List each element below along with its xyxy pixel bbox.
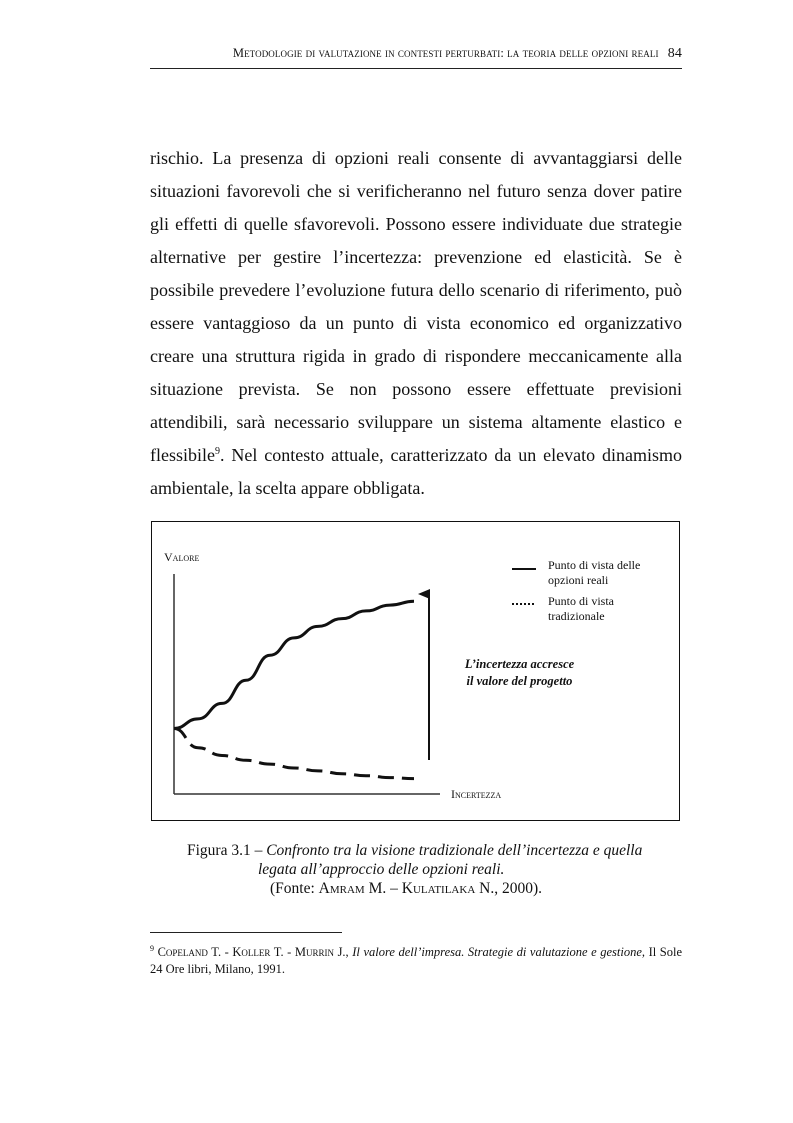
legend-entry-traditional: [548, 594, 614, 624]
source-author: Amram: [318, 880, 365, 897]
legend-label: tradizionale: [548, 609, 605, 623]
footnote-publisher: Il Sole 24 Ore libri, Milano, 1991.: [150, 945, 683, 977]
footnote-title: Il valore dell’impresa. Strategie di valutazione e gestione,: [352, 945, 646, 960]
legend-label: opzioni reali: [548, 573, 609, 587]
paragraph-text-end: . Nel contesto attuale, caratterizzato da un elevato dinamismo ambientale, la scelta appare obbligata.: [150, 445, 682, 498]
legend-label: Punto di vista delle: [548, 558, 641, 572]
figure-caption: [187, 841, 681, 898]
series-line-options: [174, 601, 414, 728]
caption-title: Confronto tra la visione tradizionale dell’incertezza e quella: [266, 842, 643, 859]
source-author: Kulatilaka: [401, 880, 476, 897]
body-paragraph: [150, 142, 682, 505]
annotation-line: il valore del progetto: [466, 674, 573, 688]
y-axis-label: Valore: [164, 550, 200, 564]
footnote-authors: Copeland T. - Koller T. - Murrin J.,: [157, 945, 349, 960]
legend-entry-options: [548, 558, 640, 588]
page-number: 84: [667, 46, 682, 61]
caption-source: [187, 879, 681, 898]
figure-3-1: [151, 521, 680, 821]
source-year: N., 2000).: [479, 880, 542, 897]
x-axis-label: Incertezza: [451, 787, 502, 801]
annotation-line: L’incertezza accresce: [464, 657, 575, 671]
source-prefix: (Fonte:: [270, 880, 315, 897]
footnote-reference[interactable]: 9: [215, 446, 220, 457]
series-line-traditional: [174, 728, 414, 778]
caption-title-cont: legata all’approccio delle opzioni reali.: [258, 861, 505, 878]
running-header: [150, 46, 682, 69]
footnote-rule: [150, 932, 342, 933]
source-initial: M. –: [368, 880, 398, 897]
header-title: Metodologie di valutazione in contesti perturbati: la teoria delle opzioni reali: [232, 46, 659, 60]
paragraph-text: rischio. La presenza di opzioni reali consente di avvantaggiarsi delle situazioni favorevoli che si verificheranno nel futuro senza dover patire gli effetti di quelle sfavorevoli. Possono essere individuate due strategie alternative per gestire l’incertezza: prevenzione ed elasticità. Se è possibile prevedere l’evoluzione futura dello scenario di riferimento, può essere vantaggioso da un punto di vista economico ed organizzativo creare una struttura rigida in grado di rispondere meccanicamente alla situazione prevista. Se non possono essere effettuate previsioni attendibili, sarà necessario sviluppare un sistema altamente elastico e flessibile: [150, 148, 682, 465]
footnote: [150, 940, 682, 978]
chart-annotation: [442, 656, 597, 690]
footnote-number: 9: [150, 944, 154, 953]
legend-label: Punto di vista: [548, 594, 615, 608]
caption-label: Figura 3.1 –: [187, 842, 263, 859]
